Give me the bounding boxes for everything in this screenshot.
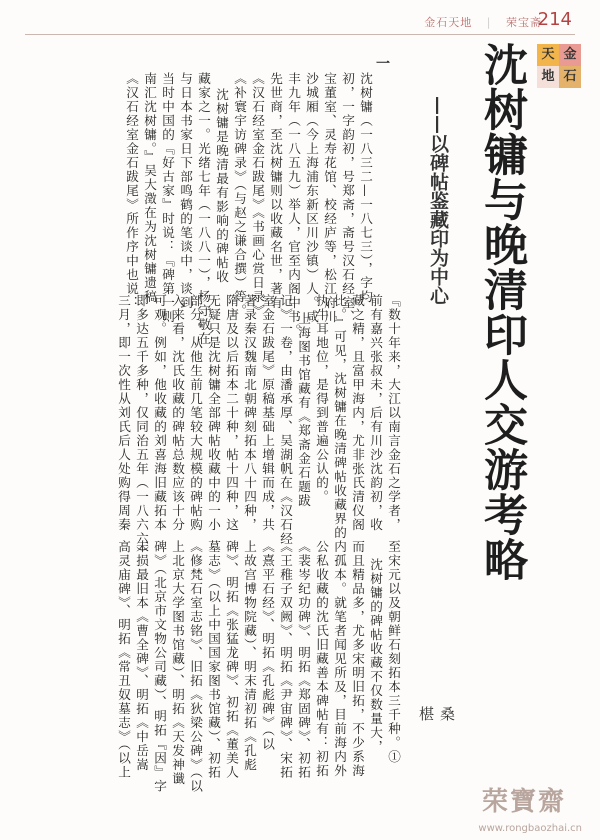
body-line: 高灵庙碑》、明拓《常丑奴墓志》（以上 — [116, 540, 131, 780]
body-line: 碑》、明拓《张猛龙碑》、初拓《董美人 — [224, 540, 239, 780]
body-line: 入来看，沈氏收藏的碑帖总数应该十分 — [170, 294, 185, 532]
badge-shi: 石 — [559, 66, 581, 88]
body-line: 碑》（北京市文物公司藏）、明拓『因』字 — [152, 540, 167, 794]
body-line: 前有嘉兴张叔未，后有川沙沈韵初，收 — [368, 294, 383, 532]
body-line: 而且精品多，尤多宋明旧拓，不少系海 — [350, 540, 365, 778]
body-line: 上北京大学图书馆藏）、明拓《天发神谶 — [170, 540, 185, 786]
body-line: 《补寰宇访碑录》（与赵之谦合撰）等。 — [232, 72, 247, 318]
column-name: 金石天地 — [424, 16, 473, 29]
body-line: 著录秦汉魏南北朝碑刻拓本八十四种， — [242, 294, 257, 532]
body-line: 上海图书馆藏有《郑斋金石题跋 — [296, 312, 311, 508]
page-header — [0, 0, 600, 30]
body-line: 无疑只是沈树镛全部碑帖收藏中的一小 — [206, 294, 221, 532]
header-rule — [25, 34, 575, 35]
body-line: 记》一卷，由潘承厚、吴湖帆在《汉石经 — [278, 294, 293, 546]
body-line: 《熹平石经》、明拓《孔彪碑》（以 — [260, 540, 275, 752]
body-line: 『数十年来，大江以南言金石之学者， — [386, 294, 401, 532]
body-line: 未损最旧本《曹全碑》、明拓《中岳嵩 — [134, 540, 149, 772]
body-line: 内孤本。就笔者闻见所及，目前海内外 — [332, 540, 347, 778]
body-line: 南汇沈树镛。』吴大澂在为沈树镛遗稿 — [142, 72, 157, 304]
body-line: 《汉石经室金石跋尾》《书画心赏日录》 — [250, 72, 265, 318]
body-line: 《裴岑纪功碑》、明拓《郑固碑》、初拓 — [296, 540, 311, 780]
author-name: 桑 椹 — [417, 706, 456, 776]
header-divider: | — [486, 16, 492, 29]
body-line: 隋唐及以后拓本二十种，帖十四种，这 — [224, 294, 239, 532]
body-line: 沈树镛是晚清最有影响的碑帖收 — [214, 88, 229, 284]
badge-di: 地 — [537, 66, 559, 88]
badge-jin: 金 — [559, 44, 581, 66]
body-line: 可观。例如，他收藏的刘喜海旧藏拓本 — [152, 294, 167, 532]
running-header — [414, 14, 542, 30]
body-line: 先世商，至沈树镛则以收藏名世，著有 — [268, 72, 283, 310]
body-line: 墓志》（以上中国国家图书馆藏）、初拓 — [206, 540, 221, 780]
body-line: 执牛耳地位，是得到普遍公认的。 — [314, 294, 329, 504]
body-line: 藏家之一。光绪七年（一八八一），杨守敬在 — [196, 72, 211, 346]
body-line: 沈树镛的碑帖收藏不仅数量大， — [368, 558, 383, 754]
magazine-name: 荣宝斋 — [506, 16, 542, 29]
article-title: 沈树镛与晚清印人交游考略 — [476, 42, 527, 582]
body-line: 室金石跋尾》原稿基础上增辑而成，共 — [260, 294, 275, 532]
body-line: 三月，即一次性从刘氏后人处购得周秦 — [116, 294, 131, 532]
body-line: 初，一字韵初，号郑斋，斋号汉石经室、 — [340, 72, 355, 324]
body-line: 即多达五千多种，仅同治五年（一八六六） — [134, 294, 149, 560]
body-line: 当时中国的『好古家』时说：『碑第一则 — [160, 72, 175, 324]
body-line: 沈树镛（一八三二—一八七三），字均 — [358, 72, 373, 304]
body-line: 宝董室、灵寿花馆、校经庐等，松江府川 — [322, 72, 337, 324]
body-line: 比。』可见，沈树镛在晚清碑帖收藏界的 — [332, 294, 347, 540]
body-line: 丰九年（一八五九）举人，官至内阁中书。 — [286, 72, 301, 338]
article-subtitle: ——以碑帖鉴藏印为中心 — [427, 96, 449, 305]
body-line: 藏之精，且富甲海内，尤非张氏清仪阁 — [350, 294, 365, 532]
body-line: 《王稚子双阙》、明拓《尹宙碑》、宋拓 — [278, 540, 293, 780]
body-line: 至宋元以及朝鲜石刻拓本三千种。① — [386, 540, 401, 764]
body-line: 《修梵石室志铭》、旧拓《狄梁公碑》（以 — [188, 540, 203, 794]
watermark-logo: 荣寶齋 — [481, 787, 566, 817]
body-line: 上故宫博物院藏）、明末清初拓《孔彪 — [242, 540, 257, 772]
body-line: 与日本书家日下部鸣鹤的笔谈中，谈到 — [178, 72, 193, 310]
body-line: 沙城厢（今上海浦东新区川沙镇）人。咸 — [304, 72, 319, 324]
section-number: 一 — [374, 56, 390, 70]
body-line: 公私收藏的沈氏旧藏善本碑帖有：初拓 — [314, 540, 329, 778]
watermark-url: www.rongbaozhai.cn — [478, 823, 582, 834]
body-line: 部分。从他生前几笔较大规模的碑帖购 — [188, 294, 203, 532]
body-line: 《汉石经室金石跋尾》所作序中也说： — [124, 72, 139, 310]
page-number: 214 — [537, 9, 572, 30]
badge-tian: 天 — [537, 44, 559, 66]
